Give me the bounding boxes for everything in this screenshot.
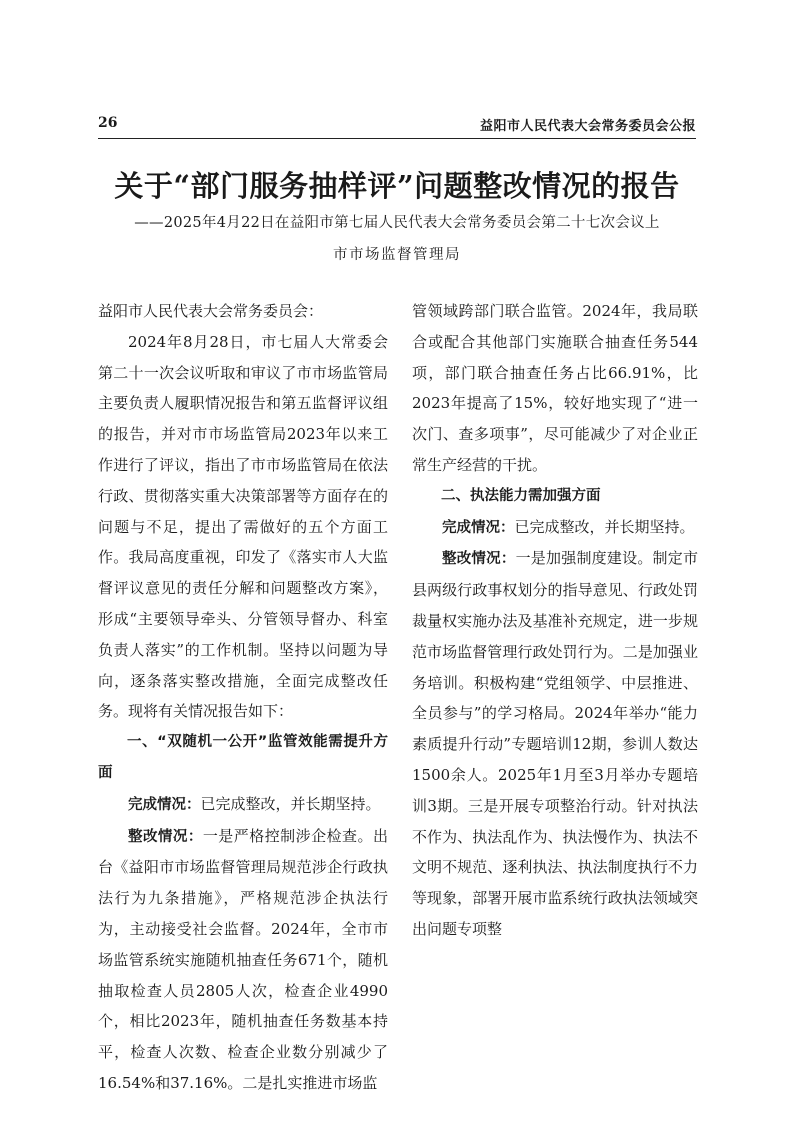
body-column-left bbox=[98, 296, 388, 1099]
measures-label: 整改情况： bbox=[442, 551, 516, 568]
status-text: 已完成整改，并长期坚持。 bbox=[200, 794, 381, 813]
status-label: 完成情况： bbox=[128, 796, 201, 813]
section-heading-2: 二、执法能力需加强方面 bbox=[441, 487, 601, 504]
body-column-right bbox=[412, 296, 698, 945]
intro-paragraph: 2024年8月28日，市七届人大常委会第二十一次会议听取和审议了市市场监管局主要负责人履职情况报告和第五监督评议组的报告，并对市市场监管局2023年以来工作进行了评议，指出了市市场监管局在依法行政、贯彻落实重大决策部署等方面存在的问题与不足，提出了需做好的五个方面工作。我局高度重视，印发了《落实市人大监督评议意见的责任分解和问题整改方案》，形成“主要领导牵头、分管领导督办、科室负责人落实”的工作机制。坚持以问题为导向，逐条落实整改措施，全面完成整改任务。现将有关情况报告如下： bbox=[98, 332, 388, 721]
completion-status-2 bbox=[412, 512, 698, 544]
measures-text: 一是加强制度建设。制定市县两级行政事权划分的指导意见、行政处罚裁量权实施办法及基准补充规定，进一步规范市场监督管理行政处罚行为。二是加强业务培训。积极构建“党组领学、中层推进、全员参与”的学习格局。2024年举办“能力素质提升行动”专题培训12期，参训人数达1500余人。2025年1月至3月举办专题培训3期。三是开展专项整治行动。针对执法不作为、执法乱作为、执法慢作为、执法不文明不规范、逐利执法、执法制度执行不力等现象，部署开展市监系统行政执法领域突出问题专项整 bbox=[412, 549, 698, 938]
article-subtitle: ——2025年4月22日在益阳市第七届人民代表大会常务委员会第二十七次会议上 bbox=[134, 215, 660, 231]
article-title: 关于“部门服务抽样评”问题整改情况的报告 bbox=[114, 169, 680, 203]
article-author: 市市场监督管理局 bbox=[333, 247, 461, 263]
completion-status-1 bbox=[98, 789, 388, 821]
rectification-paragraph-1 bbox=[98, 821, 388, 1099]
status-text: 已完成整改，并长期坚持。 bbox=[514, 517, 695, 536]
salutation: 益阳市人民代表大会常务委员会： bbox=[98, 302, 324, 320]
page-header bbox=[98, 112, 696, 139]
rectification-paragraph-2 bbox=[412, 543, 698, 944]
measures-label: 整改情况： bbox=[128, 828, 203, 845]
section-heading-1: 一、“双随机一公开”监管效能需提升方面 bbox=[98, 734, 388, 781]
measures-text: 一是严格控制涉企检查。出台《益阳市市场监督管理局规范涉企行政执法行为九条措施》，严格规范涉企执法行为，主动接受社会监督。2024年，全市市场监管系统实施随机抽查任务671个，随机抽取检查人员2805人次，检查企业4990个，相比2023年，随机抽查任务数基本持平，检查人次数、检查企业数分别减少了16.54%和37.16%。二是扎实推进市场监 bbox=[98, 826, 388, 1092]
page-number: 26 bbox=[98, 115, 118, 131]
journal-name: 益阳市人民代表大会常务委员会公报 bbox=[479, 119, 696, 134]
rectification-paragraph-1-continued: 管领域跨部门联合监管。2024年，我局联合或配合其他部门实施联合抽查任务544项，部门联合抽查任务占比66.91%，比2023年提高了15%，较好地实现了“进一次门、查多项事”，尽可能减少了对企业正常生产经营的干扰。 bbox=[412, 302, 698, 474]
status-label: 完成情况： bbox=[442, 519, 515, 536]
